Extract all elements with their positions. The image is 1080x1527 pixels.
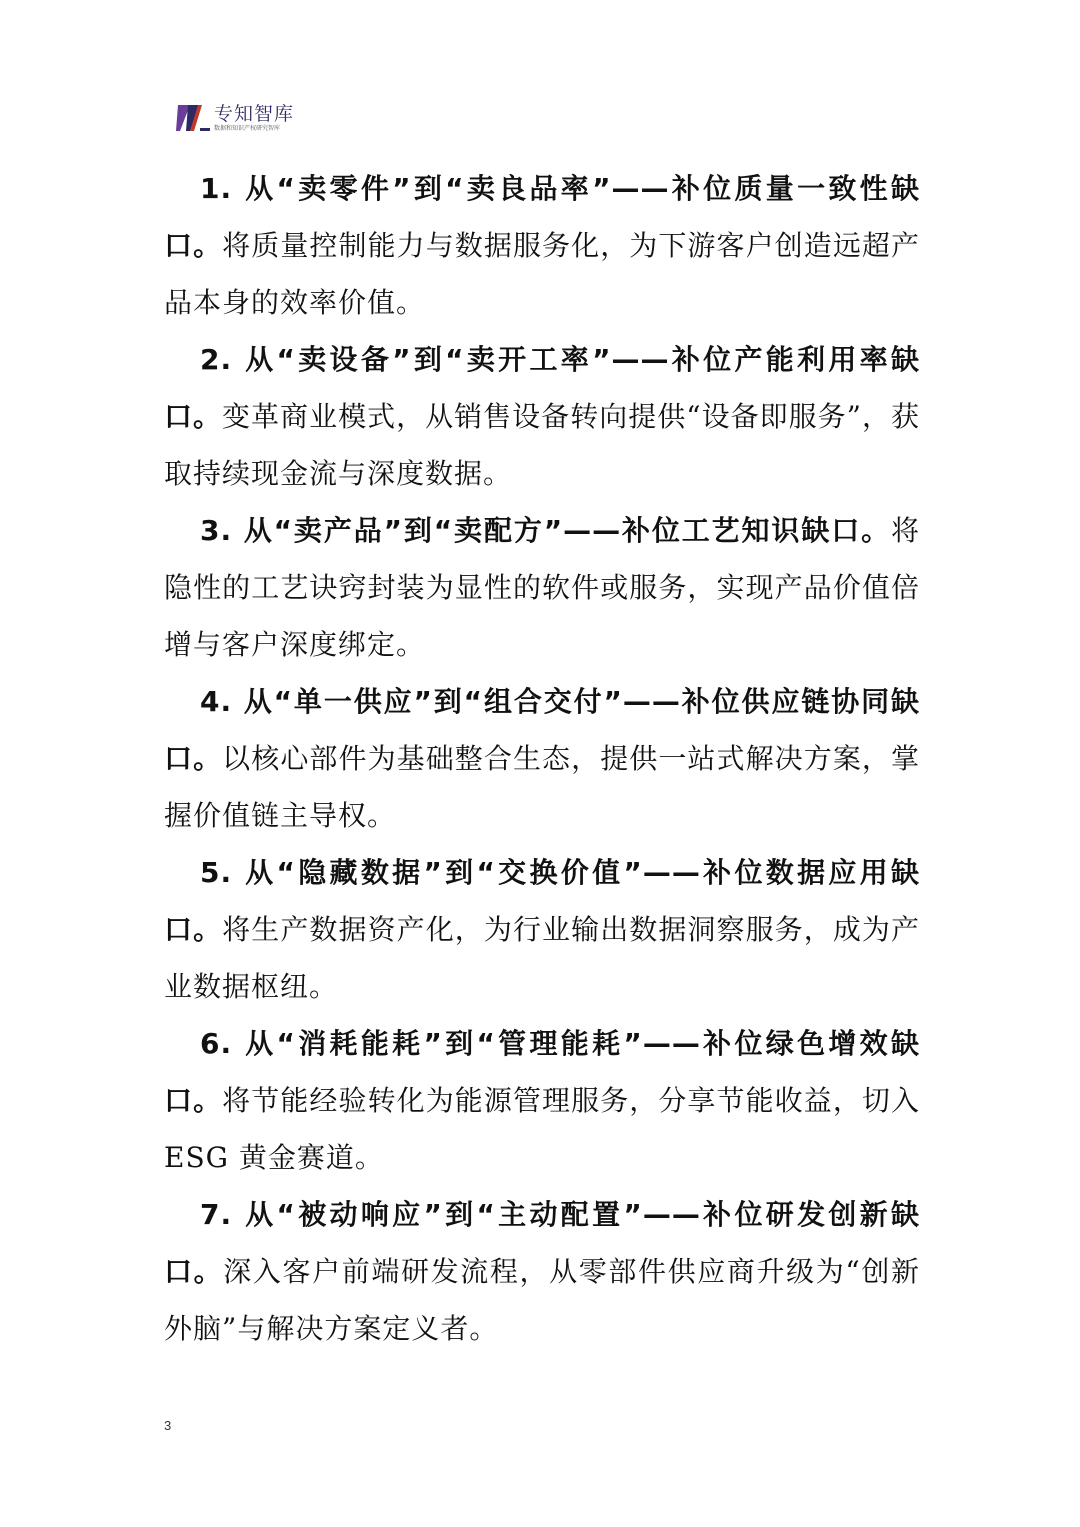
- logo: [176, 100, 294, 136]
- item-heading: 1. 从“卖零件”到“卖良品率”——补位质量一致性缺口。: [164, 172, 920, 262]
- list-item: [164, 502, 920, 673]
- item-heading: 7. 从“被动响应”到“主动配置”——补位研发创新缺口。: [164, 1198, 920, 1288]
- item-heading: 4. 从“单一供应”到“组合交付”——补位供应链协同缺口。: [164, 685, 920, 775]
- document-body: [164, 160, 920, 1357]
- logo-text: [214, 104, 294, 133]
- item-heading: 2. 从“卖设备”到“卖开工率”——补位产能利用率缺口。: [164, 343, 920, 433]
- item-body: 将质量控制能力与数据服务化，为下游客户创造远超产品本身的效率价值。: [164, 229, 920, 319]
- list-item: [164, 844, 920, 1015]
- item-body: 变革商业模式，从销售设备转向提供“设备即服务”，获取持续现金流与深度数据。: [164, 400, 920, 490]
- logo-subtitle: 数据和知识产权研究智库: [214, 124, 281, 132]
- logo-name: 专知智库: [214, 102, 295, 125]
- list-item: [164, 673, 920, 844]
- item-heading: 6. 从“消耗能耗”到“管理能耗”——补位绿色增效缺口。: [164, 1027, 920, 1117]
- list-item: [164, 1186, 920, 1357]
- item-heading: 3. 从“卖产品”到“卖配方”——补位工艺知识缺口。: [200, 514, 891, 547]
- item-heading: 5. 从“隐藏数据”到“交换价值”——补位数据应用缺口。: [164, 856, 920, 946]
- item-body: 将生产数据资产化，为行业输出数据洞察服务，成为产业数据枢纽。: [164, 913, 920, 1003]
- item-body: 将隐性的工艺诀窍封装为显性的软件或服务，实现产品价值倍增与客户深度绑定。: [164, 514, 920, 661]
- item-body: 深入客户前端研发流程，从零部件供应商升级为“创新外脑”与解决方案定义者。: [164, 1255, 920, 1345]
- page-number: 3: [164, 1418, 172, 1433]
- zhuanzhi-logo-icon: [176, 103, 210, 133]
- list-item: [164, 160, 920, 331]
- list-item: [164, 331, 920, 502]
- item-body: 以核心部件为基础整合生态，提供一站式解决方案，掌握价值链主导权。: [164, 742, 920, 832]
- list-item: [164, 1015, 920, 1186]
- item-body: 将节能经验转化为能源管理服务，分享节能收益，切入ESG 黄金赛道。: [164, 1084, 920, 1174]
